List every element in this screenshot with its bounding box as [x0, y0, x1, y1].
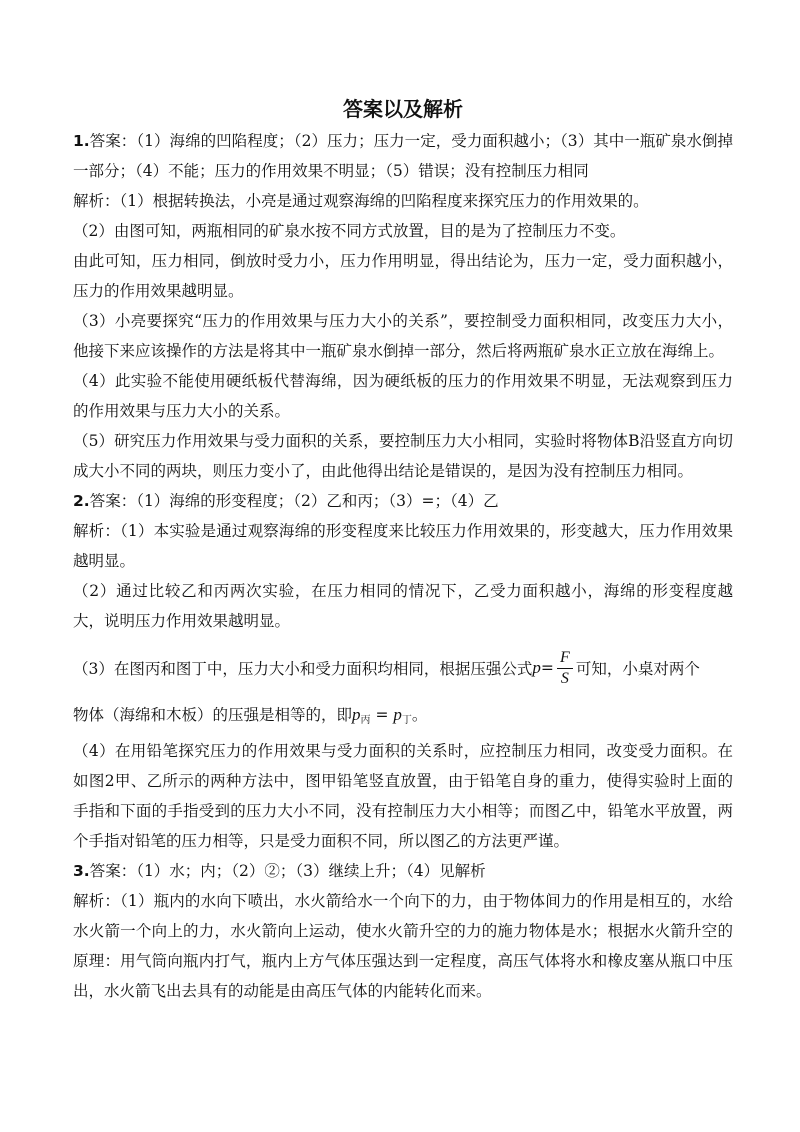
q1-analysis-4: （3）小亮要探究“压力的作用效果与压力大小的关系”，要控制受力面积相同，改变压力大小，他接下来应该操作的方法是将其中一瓶矿泉水倒掉一部分，然后将两瓶矿泉水正立放在海绵上。 [73, 312, 733, 360]
equals-sign: = [370, 706, 394, 724]
formula-numerator: F [559, 648, 570, 666]
q1-analysis-6: （5）研究压力作用效果与受力面积的关系，要控制压力大小相同，实验时将物体B沿竖直方向切成大小不同的两块，则压力变小了，由此他得出结论是错误的，是因为没有控制压力相同。 [73, 432, 733, 480]
q3-answer-text: 答案：（1）水；内；（2）②；（3）继续上升；（4）见解析 [89, 862, 486, 880]
q2-answer-text: 答案：（1）海绵的形变程度；（2）乙和丙；（3）=；（4）乙 [89, 492, 499, 510]
formula-denominator: S [560, 669, 569, 687]
q3-number: 3. [73, 862, 90, 880]
subscript-bing: 丙 [360, 715, 371, 726]
answer-page [73, 92, 733, 1006]
q2-answer [73, 486, 733, 516]
q2-analysis-3 [73, 636, 733, 700]
q1-analysis-3: 由此可知，压力相同，倒放时受力小，压力作用明显，得出结论为，压力一定，受力面积越小，压力的作用效果越明显。 [73, 252, 733, 300]
q3-answer [73, 856, 733, 886]
q1-analysis-2: （2）由图可知，两瓶相同的矿泉水按不同方式放置，目的是为了控制压力不变。 [73, 222, 626, 240]
formula-pressure-symbol: p [532, 658, 541, 677]
subscript-ding: 丁 [401, 715, 412, 726]
q2-number: 2. [73, 492, 90, 510]
q2-analysis-1: 解析：（1）本实验是通过观察海绵的形变程度来比较压力作用效果的，形变越大，压力作用效果越明显。 [73, 522, 733, 570]
q1-answer-text: 答案：（1）海绵的凹陷程度；（2）压力；压力一定，受力面积越小；（3）其中一瓶矿泉水倒掉一部分；（4）不能；压力的作用效果不明显；（5）错误；没有控制压力相同 [73, 132, 733, 180]
q2-analysis-3-after: 可知，小桌对两个 [575, 660, 700, 678]
pressure-symbol-2: p [393, 705, 402, 724]
q2-analysis-4 [73, 700, 733, 736]
formula-equals: = [540, 659, 554, 677]
pressure-symbol-1: p [352, 705, 361, 724]
q2-analysis-2: （2）通过比较乙和丙两次实验，在压力相同的情况下，乙受力面积越小，海绵的形变程度越大，说明压力作用效果越明显。 [73, 582, 733, 630]
q1-answer [73, 126, 733, 186]
q2-analysis-4-after: 。 [411, 706, 428, 724]
q3-analysis-1: 解析：（1）瓶内的水向下喷出，水火箭给水一个向下的力，由于物体间力的作用是相互的，水给水火箭一个向上的力，水火箭向上运动，使水火箭升空的力的施力物体是水；根据水火箭升空的原理：用气筒向瓶内打气，瓶内上方气体压强达到一定程度，高压气体将水和橡皮塞从瓶口中压出，水火箭飞出去具有的动能是由高压气体的内能转化而来。 [73, 892, 733, 1000]
q2-analysis-5: （4）在用铅笔探究压力的作用效果与受力面积的关系时，应控制压力相同，改变受力面积。在如图2甲、乙所示的两种方法中，图甲铅笔竖直放置，由于铅笔自身的重力，使得实验时上面的手指和下面的手指受到的压力大小不同，没有控制压力大小相等；而图乙中，铅笔水平放置，两个手指对铅笔的压力相等，只是受力面积不同，所以图乙的方法更严谨。 [73, 742, 733, 850]
q1-analysis-1: 解析：（1）根据转换法，小亮是通过观察海绵的凹陷程度来探究压力的作用效果的。 [73, 192, 649, 210]
q1-number: 1. [73, 132, 90, 150]
q1-analysis-5: （4）此实验不能使用硬纸板代替海绵，因为硬纸板的压力的作用效果不明显，无法观察到压力的作用效果与压力大小的关系。 [73, 372, 733, 420]
q2-analysis-4-before: 物体（海绵和木板）的压强是相等的，即 [73, 706, 353, 724]
page-title: 答案以及解析 [343, 97, 463, 121]
formula-fraction [557, 648, 573, 689]
q2-analysis-3-before: （3）在图丙和图丁中，压力大小和受力面积均相同，根据压强公式 [73, 660, 533, 678]
